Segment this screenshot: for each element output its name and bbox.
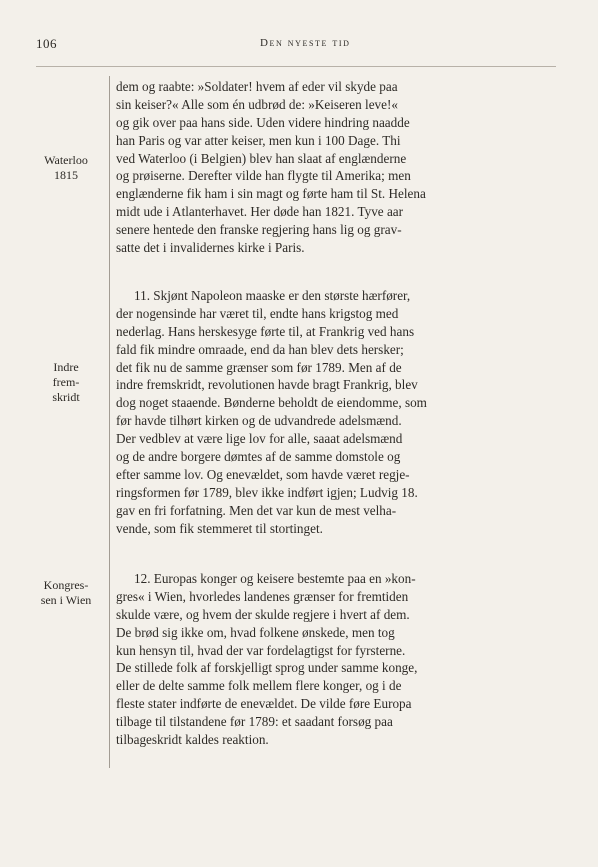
text-line: De stillede folk af forskjelligt sprog under samme konge,	[116, 660, 418, 676]
margin-line	[109, 76, 110, 768]
text-line: før havde tilhørt kirken og de udvandrede adelsmænd.	[116, 413, 402, 429]
paragraph-3	[116, 570, 542, 749]
text-line: 11. Skjønt Napoleon maaske er den største hærfører,	[134, 288, 411, 303]
text-line: og gik over paa hans side. Uden videre hindring naadde	[116, 114, 410, 130]
sidenote-text: Indre frem- skridt	[52, 360, 80, 404]
text-line: dem og raabte: »Soldater! hvem af eder vil skyde paa	[116, 79, 398, 94]
text-line: han Paris og var atter keiser, men kun i 100 Dage. Thi	[116, 132, 401, 148]
header-rule	[36, 66, 556, 67]
text-line: midt ude i Atlanterhavet. Her døde han 1821. Tyve aar	[116, 204, 404, 220]
text-line: og prøiserne. Derefter vilde han flygte til Amerika; men	[116, 168, 411, 184]
text-line: sin keiser?« Alle som én udbrød de: »Keiseren leve!«	[116, 96, 398, 112]
text-line: fleste stater indførte de enevældet. De vilde føre Europa	[116, 696, 412, 712]
sidenote-waterloo	[28, 153, 104, 183]
text-line: kun hensyn til, hvad der var fordelagtigst for fyrsterne.	[116, 642, 406, 658]
paragraph-1	[116, 78, 542, 257]
text-line: efter samme lov. Og enevældet, som havde været regje-	[116, 466, 410, 482]
text-line: tilbageskridt kaldes reaktion.	[116, 732, 269, 748]
text-line: skulde være, og hvem der skulde regjere i hvert af dem.	[116, 606, 410, 622]
text-line: gres« i Wien, hvorledes landenes grænser for fremtiden	[116, 588, 409, 604]
text-line: De brød sig ikke om, hvad folkene ønskede, men tog	[116, 624, 395, 640]
text-line: ringsformen før 1789, blev ikke indført igjen; Ludvig 18.	[116, 484, 418, 500]
text-line: tilbage til tilstandene før 1789: et saadant forsøg paa	[116, 714, 393, 730]
text-line: eller de delte samme folk mellem flere konger, og i de	[116, 678, 402, 694]
text-line: og de andre borgere dømtes af de samme domstole og	[116, 449, 401, 465]
sidenote-indre-fremskridt	[28, 360, 104, 405]
paragraph-2	[116, 287, 542, 537]
sidenote-text: Kongres- sen i Wien	[40, 578, 92, 607]
running-title: Den nyeste tid	[260, 37, 351, 49]
page-number: 106	[36, 36, 57, 51]
text-line: det fik nu de samme grænser som før 1789. Men af de	[116, 359, 402, 375]
text-line: nederlag. Hans herskesyge førte til, at Frankrig ved hans	[116, 323, 415, 339]
text-line: gav en fri forfatning. Men det var kun de mest velha-	[116, 502, 397, 518]
text-line: der nogensinde har været til, endte hans krigstog med	[116, 305, 399, 321]
text-line: englænderne fik ham i sin magt og førte ham til St. Helena	[116, 186, 426, 202]
text-line: indre fremskridt, revolutionen havde bragt Frankrig, blev	[116, 377, 418, 393]
text-line: senere hentede den franske regjering hans lig og grav-	[116, 222, 402, 238]
text-line: satte det i invalidernes kirke i Paris.	[116, 240, 305, 256]
sidenote-kongressen	[28, 578, 104, 608]
text-line: dog noget staaende. Bønderne beholdt de eiendomme, som	[116, 395, 427, 411]
text-line: vende, som fik stemmeret til stortinget.	[116, 520, 323, 536]
text-line: Der vedblev at være lige lov for alle, saaat adelsmænd	[116, 431, 403, 447]
page-header	[0, 36, 598, 56]
text-line: fald fik mindre omraade, end da han blev dets hersker;	[116, 341, 404, 357]
sidenote-text: Waterloo 1815	[44, 153, 88, 182]
text-line: 12. Europas konger og keisere bestemte paa en »kon-	[134, 571, 416, 586]
text-line: ved Waterloo (i Belgien) blev han slaat af englænderne	[116, 150, 407, 166]
